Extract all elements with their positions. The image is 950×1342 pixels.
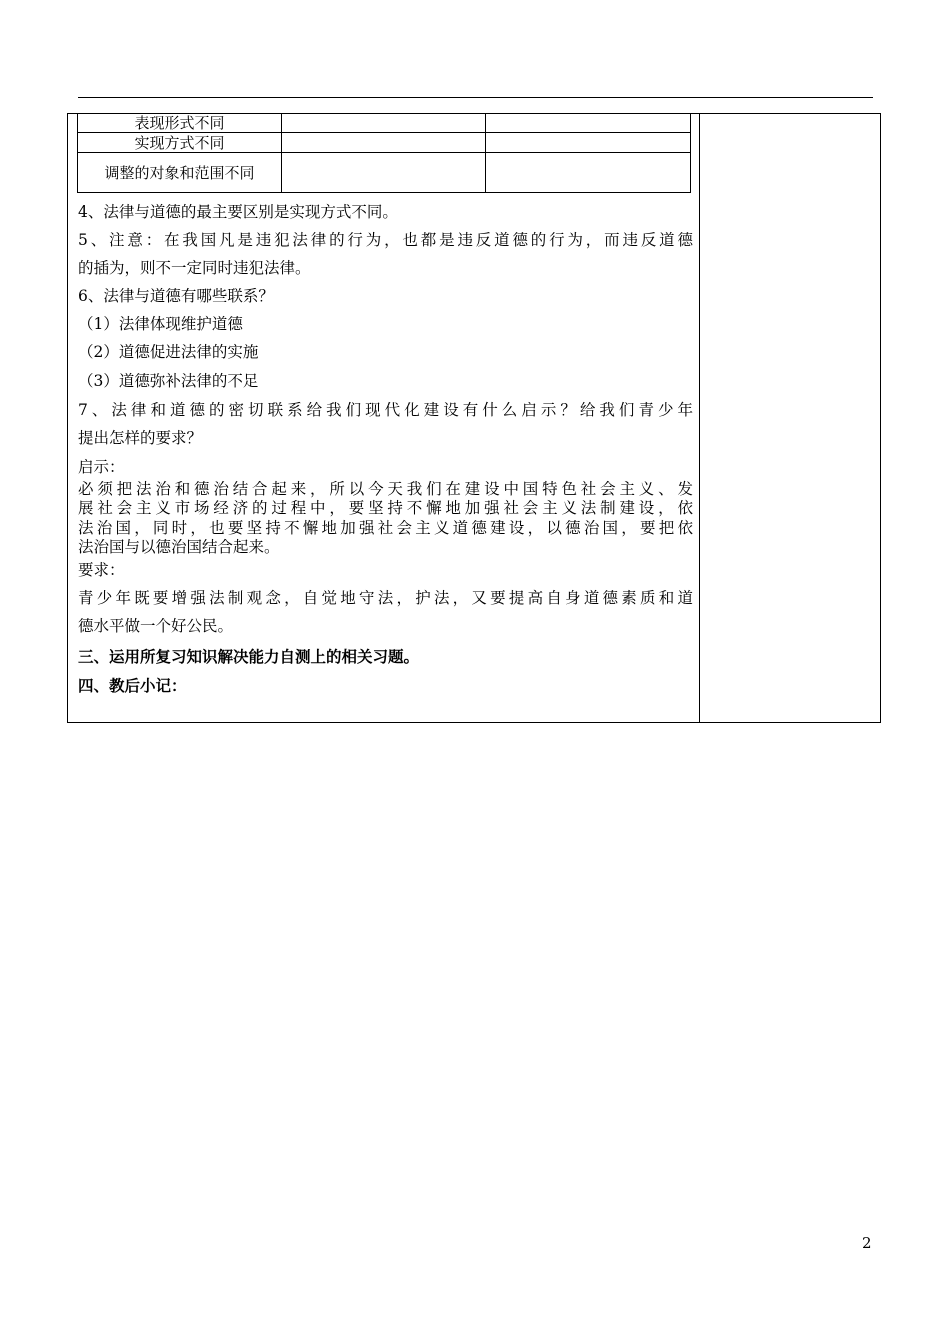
table-cell [282,133,486,153]
header-rule [78,97,873,98]
item-6-sub: （2）道德促进法律的实施 [78,343,259,361]
item-4: 4、法律与道德的最主要区别是实现方式不同。 [78,203,398,221]
table-cell [486,114,691,133]
revelation-line: 展社会主义市场经济的过程中，要坚持不懈地加强社会主义法制建设，依 [78,499,693,517]
notes-column-divider [699,113,700,723]
table-row [78,153,691,193]
revelation-label: 启示： [78,458,125,476]
table-cell [486,153,691,193]
item-5-line: 的插为，则不一定同时违犯法律。 [78,259,311,277]
item-7-line: 提出怎样的要求？ [78,429,203,447]
table-cell [486,133,691,153]
table-cell: 实现方式不同 [78,133,282,153]
table-cell: 调整的对象和范围不同 [78,153,282,193]
item-6-sub: （3）道德弥补法律的不足 [78,372,259,390]
item-6: 6、法律与道德有哪些联系？ [78,287,274,305]
table-cell: 表现形式不同 [78,114,282,133]
table-cell [282,153,486,193]
requirement-line: 青少年既要增强法制观念，自觉地守法，护法，又要提高自身道德素质和道 [78,589,693,607]
item-6-sub: （1）法律体现维护道德 [78,315,243,333]
table-row [78,133,691,153]
requirement-label: 要求： [78,561,125,579]
section-3-heading: 三、运用所复习知识解决能力自测上的相关习题。 [78,647,420,666]
item-5-line: 5、注意：在我国凡是违犯法律的行为，也都是违反道德的行为，而违反道德 [78,231,693,249]
page-number: 2 [862,1234,872,1252]
revelation-line: 法治国，同时，也要坚持不懈地加强社会主义道德建设，以德治国，要把依 [78,519,693,537]
table-cell [282,114,486,133]
item-7-line: 7、法律和道德的密切联系给我们现代化建设有什么启示？给我们青少年 [78,401,693,419]
requirement-line: 德水平做一个好公民。 [78,617,234,635]
section-4-heading: 四、教后小记： [78,676,187,695]
revelation-line: 法治国与以德治国结合起来。 [78,538,280,556]
revelation-line: 必须把法治和德治结合起来，所以今天我们在建设中国特色社会主义、发 [78,480,693,498]
table-row [78,114,691,133]
comparison-table [77,113,691,193]
